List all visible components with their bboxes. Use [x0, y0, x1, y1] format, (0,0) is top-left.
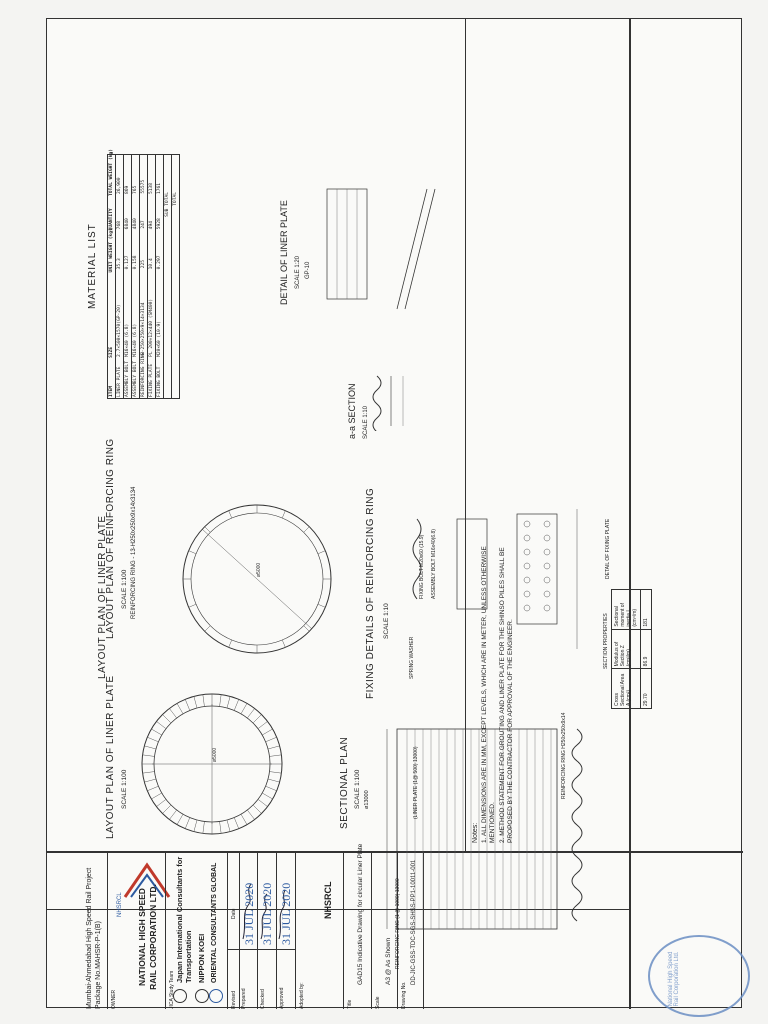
scale-label: Scale	[375, 996, 381, 1009]
material-cell: M20×60 (10.9)	[157, 320, 162, 357]
material-cell: 247	[141, 220, 146, 229]
scale-fixing: SCALE 1:10	[383, 603, 390, 639]
bolt-hole	[524, 577, 530, 583]
bolt-hole	[544, 591, 550, 597]
material-cell: 0.158	[133, 255, 138, 270]
circle-tick	[229, 640, 232, 647]
fixing-bolt-label: FIXING BOLT M20x60 (15.9)	[419, 534, 425, 599]
scale-aa-section: SCALE 1:10	[363, 405, 369, 439]
jica-label: JICA Study Team	[169, 970, 175, 1009]
nippon-koei-logo-icon	[195, 989, 209, 1003]
circle-tick	[151, 793, 161, 799]
circle-tick	[268, 779, 280, 782]
circle-tick	[177, 814, 183, 824]
circle-tick	[205, 626, 211, 632]
circle-tick	[266, 737, 277, 742]
role-approved: Approved	[279, 987, 285, 1009]
date-checked: 31 JUL 2020	[260, 882, 274, 945]
date-label: Date	[231, 908, 237, 919]
jic-logo-icon	[173, 989, 187, 1003]
title-block-left-line	[629, 19, 631, 1009]
circle-tick	[144, 746, 156, 749]
project-name: Mumbai-Ahmedabad High Speed Rail Project	[86, 867, 93, 1009]
note-2: 2. METHOD STATEMENT FOR GROUTING AND LINER PLATE FOR THE SHINSO PILES SHALL BE PROPOSED BY THE CONTRACTOR FOR APPROVAL OF THE ENGINEER.	[499, 547, 514, 843]
material-row	[116, 154, 124, 399]
circle-tick	[177, 703, 183, 713]
circle-tick	[241, 814, 247, 824]
stamp-text: National High Speed Rail Corporation Ltd.	[668, 951, 680, 1007]
ring-diameter-label: ø5000	[256, 562, 262, 577]
drawing-title: GAD15 Indicative Drawing for circular Liner Plate	[357, 843, 364, 985]
bolt-hole	[524, 605, 530, 611]
material-row	[148, 154, 156, 399]
circle-tick	[151, 729, 161, 735]
circle-tick	[282, 640, 285, 647]
circle-tick	[234, 699, 239, 710]
package-number: Package No.MAHSR-P-1(B)	[95, 921, 102, 1009]
date-approved: 31 JUL 2020	[279, 882, 293, 945]
title-aa-section: a-a SECTION	[347, 383, 357, 439]
material-cell: M16×40 (6.8)	[125, 323, 130, 357]
material-list-table	[107, 148, 180, 399]
material-cell: REINFORCING RING	[141, 352, 146, 397]
bolt-hole	[524, 535, 530, 541]
material-cell: 4840	[133, 218, 138, 230]
adopted-label: Adopted by:	[299, 982, 305, 1009]
sp-value-z: 86.9	[641, 629, 651, 669]
material-cell: ASSEMBLY BOLT	[125, 361, 130, 397]
material-cell: 5928	[157, 218, 162, 230]
sp-header-z: Modulus of Section Z (cm³/m)	[612, 629, 640, 669]
date-prepared: 31 JUL 2020	[242, 882, 256, 945]
material-cell: 0.127	[125, 255, 130, 270]
circle-tick	[189, 604, 196, 607]
title-layout-ring: LAYOUT PLAN OF REINFORCING RING	[105, 438, 116, 639]
circle-tick	[270, 772, 282, 774]
sp-value-i: 181	[643, 618, 649, 627]
material-cell: FIXING BOLT	[157, 366, 162, 397]
material-cell: 26,900	[117, 177, 122, 195]
circle-tick	[262, 729, 272, 735]
bolt-hole	[544, 605, 550, 611]
owner-label: OWNER	[111, 989, 117, 1009]
mh-unit: UNIT WEIGHT (kg)	[109, 228, 114, 273]
circle-tick	[268, 746, 280, 749]
circle-tick	[318, 604, 325, 607]
material-cell: 55575	[141, 179, 146, 194]
owner-logo-text: NHSRCL	[117, 892, 123, 917]
mh-qty: QUANTITY	[109, 208, 114, 231]
spring-washer-label: SPRING WASHER	[409, 636, 415, 679]
circle-tick	[169, 810, 176, 820]
circle-tick	[258, 721, 268, 728]
material-cell: 2.7×500×1570(GP-20)	[117, 304, 122, 357]
circle-tick	[227, 820, 230, 832]
material-cell: 5138	[149, 182, 154, 195]
material-cell: 225	[141, 259, 146, 269]
bolt-hole	[544, 549, 550, 555]
material-row	[124, 154, 132, 399]
sectional-liner-note: (LINER PLATE (1@ 500) 13000)	[413, 746, 419, 819]
main-drawing-title: LAYOUT PLAN OF LINER PLATE	[97, 515, 108, 679]
scale-detail-liner: SCALE 1:20	[295, 255, 301, 289]
circle-tick	[144, 779, 156, 782]
bolt-hole	[524, 591, 530, 597]
drawing-scale: A3 @ As Shown	[385, 937, 392, 985]
circle-tick	[185, 699, 190, 710]
approval-stamp	[648, 935, 750, 1017]
circle-tick	[262, 793, 272, 799]
reinforcing-ring-circle	[172, 489, 342, 669]
consultant-jic: Japan International Consultants for Transportation	[175, 856, 193, 983]
circle-tick	[194, 820, 197, 832]
circle-tick	[241, 703, 247, 713]
material-cell: 0.297	[157, 255, 162, 270]
material-cell: LINER PLATE	[117, 366, 122, 397]
circle-tick	[304, 527, 310, 533]
project-block	[85, 868, 103, 1009]
circle-tick	[220, 695, 222, 707]
circle-tick	[253, 715, 261, 723]
circle-tick	[247, 810, 254, 820]
circle-tick	[229, 511, 232, 518]
scale-layout-ring: SCALE 1:100	[121, 569, 128, 609]
material-cell: M16×40 (6.8)	[133, 323, 138, 357]
circle-tick	[205, 527, 211, 533]
owner-name: NATIONAL HIGH SPEED RAIL CORPORATION LTD.	[137, 884, 158, 990]
detail-liner-drawing	[317, 179, 447, 329]
role-prepared: Prepared	[241, 988, 247, 1009]
notes-label: Notes:	[472, 822, 479, 843]
mh-size: SIZE	[109, 346, 114, 358]
bolt-hole	[524, 521, 530, 527]
material-cell: FIXING PLATE	[149, 363, 154, 397]
material-cell: 6840	[125, 218, 130, 230]
circle-tick	[266, 786, 277, 791]
bolt-hole	[544, 535, 550, 541]
circle-tick	[282, 511, 285, 518]
circle-tick	[163, 805, 171, 813]
sp-value-a: 29.70	[641, 668, 651, 708]
bolt-hole	[544, 577, 550, 583]
circle-tick	[253, 805, 261, 813]
circle-tick	[220, 822, 222, 834]
role-checked: Checked	[260, 989, 266, 1009]
material-cell: 10.4	[149, 258, 154, 270]
circle-tick	[203, 822, 205, 834]
bolt-hole	[524, 549, 530, 555]
sectional-bottom-note: REINFORCING RING H250x250x9x14	[561, 712, 567, 799]
circle-tick	[318, 551, 325, 554]
material-cell: 765	[133, 185, 138, 195]
bolt-hole	[524, 563, 530, 569]
material-row	[140, 154, 148, 399]
title-detail-liner: DETAIL OF LINER PLATE	[279, 200, 289, 305]
sectional-ring-note: REINFORCING RING (1 @ 1000) 13000	[395, 878, 401, 969]
circle-tick	[147, 737, 158, 742]
material-cell: ASSEMBLY BOLT	[133, 361, 138, 397]
liner-plate-circle	[132, 679, 292, 849]
circle-tick	[203, 695, 205, 707]
circle-tick	[247, 708, 254, 718]
role-revised: Revised	[231, 990, 237, 1009]
drawing-sheet	[46, 18, 742, 1008]
sp-header-i: Sectional moment of inertia I (cm⁴/m)	[614, 603, 638, 627]
title-layout-liner: LAYOUT PLAN OF LINER PLATE	[105, 675, 116, 839]
circle-tick	[194, 696, 197, 708]
title-label: Title	[347, 999, 353, 1009]
oriental-logo-icon	[209, 989, 223, 1003]
bolt-hole	[544, 521, 550, 527]
scale-sectional: SCALE 1:100	[354, 769, 361, 809]
circle-tick	[156, 721, 166, 728]
material-cell: 869	[125, 185, 130, 195]
circle-tick	[169, 708, 176, 718]
material-cell: 768	[117, 221, 122, 230]
circle-tick	[234, 818, 239, 829]
material-cell: PL 200×12×440 (SM400)	[149, 298, 154, 357]
material-header-row	[107, 148, 116, 399]
sectional-dim: ø13000	[364, 790, 370, 809]
circle-tick	[189, 551, 196, 554]
ring-size: REINFORCING RING - 13-H250x250x9x14x3134	[131, 486, 137, 619]
material-cell: 1761	[157, 182, 162, 195]
material-cell: 494	[149, 221, 154, 230]
sp-header-a: Cross Sectional Area A (cm²)	[612, 668, 640, 708]
scale-layout-liner: SCALE 1:100	[121, 769, 128, 809]
aa-section-drawing	[367, 371, 417, 431]
title-sectional: SECTIONAL PLAN	[339, 736, 350, 829]
circle-tick	[227, 696, 230, 708]
section-properties-table	[611, 589, 652, 709]
drawing-number: DD-JIC-GSS-TDC-SGS-SHSS-PP1-10011-001	[411, 859, 417, 985]
section-properties-title: SECTION PROPERTIES	[603, 613, 609, 669]
circle-tick	[143, 755, 155, 757]
consultant-nippon-koei: NIPPON KOEI	[197, 933, 206, 983]
mh-total: TOTAL WEIGHT (kg)	[109, 148, 114, 196]
material-total: TOTAL	[173, 192, 178, 206]
material-subtotal-row	[164, 154, 172, 399]
circle-tick	[156, 799, 166, 806]
material-total-row	[172, 154, 180, 399]
material-cell: H-250×250×9×14×3134	[141, 302, 146, 355]
material-cell: 35.3	[117, 258, 122, 270]
detail-liner-type: GP-10	[305, 261, 311, 279]
title-material-list: MATERIAL LIST	[87, 223, 98, 309]
assembly-bolt-label: ASSEMBLY BOLT M16x40(6.8)	[431, 529, 437, 599]
note-1: 1. ALL DIMENSIONS ARE IN MM, EXCEPT LEVELS, WHICH ARE IN METER, UNLESS OTHERWISE MENTIONED.	[481, 546, 496, 843]
circle-tick	[258, 799, 268, 806]
circle-tick	[143, 772, 155, 774]
fixing-plate-detail-label: DETAIL OF FIXING PLATE	[605, 518, 611, 579]
liner-diameter-label: ø5000	[212, 747, 218, 762]
material-row	[156, 154, 164, 399]
circle-tick	[163, 715, 171, 723]
consultant-oriental: ORIENTAL CONSULTANTS GLOBAL	[211, 862, 218, 983]
material-row	[132, 154, 140, 399]
circle-tick	[185, 818, 190, 829]
drawing-no-label: Drawing No.	[401, 981, 407, 1009]
circle-tick	[147, 786, 158, 791]
circle-tick	[270, 755, 282, 757]
bolt-hole	[544, 563, 550, 569]
circle-tick	[304, 626, 310, 632]
title-fixing-details: FIXING DETAILS OF REINFORCING RING	[365, 487, 376, 699]
adopted-by: NHSRCL	[323, 881, 333, 919]
mh-item: ITEM	[109, 385, 114, 397]
material-subtotal: SUB TOTAL	[165, 192, 170, 217]
